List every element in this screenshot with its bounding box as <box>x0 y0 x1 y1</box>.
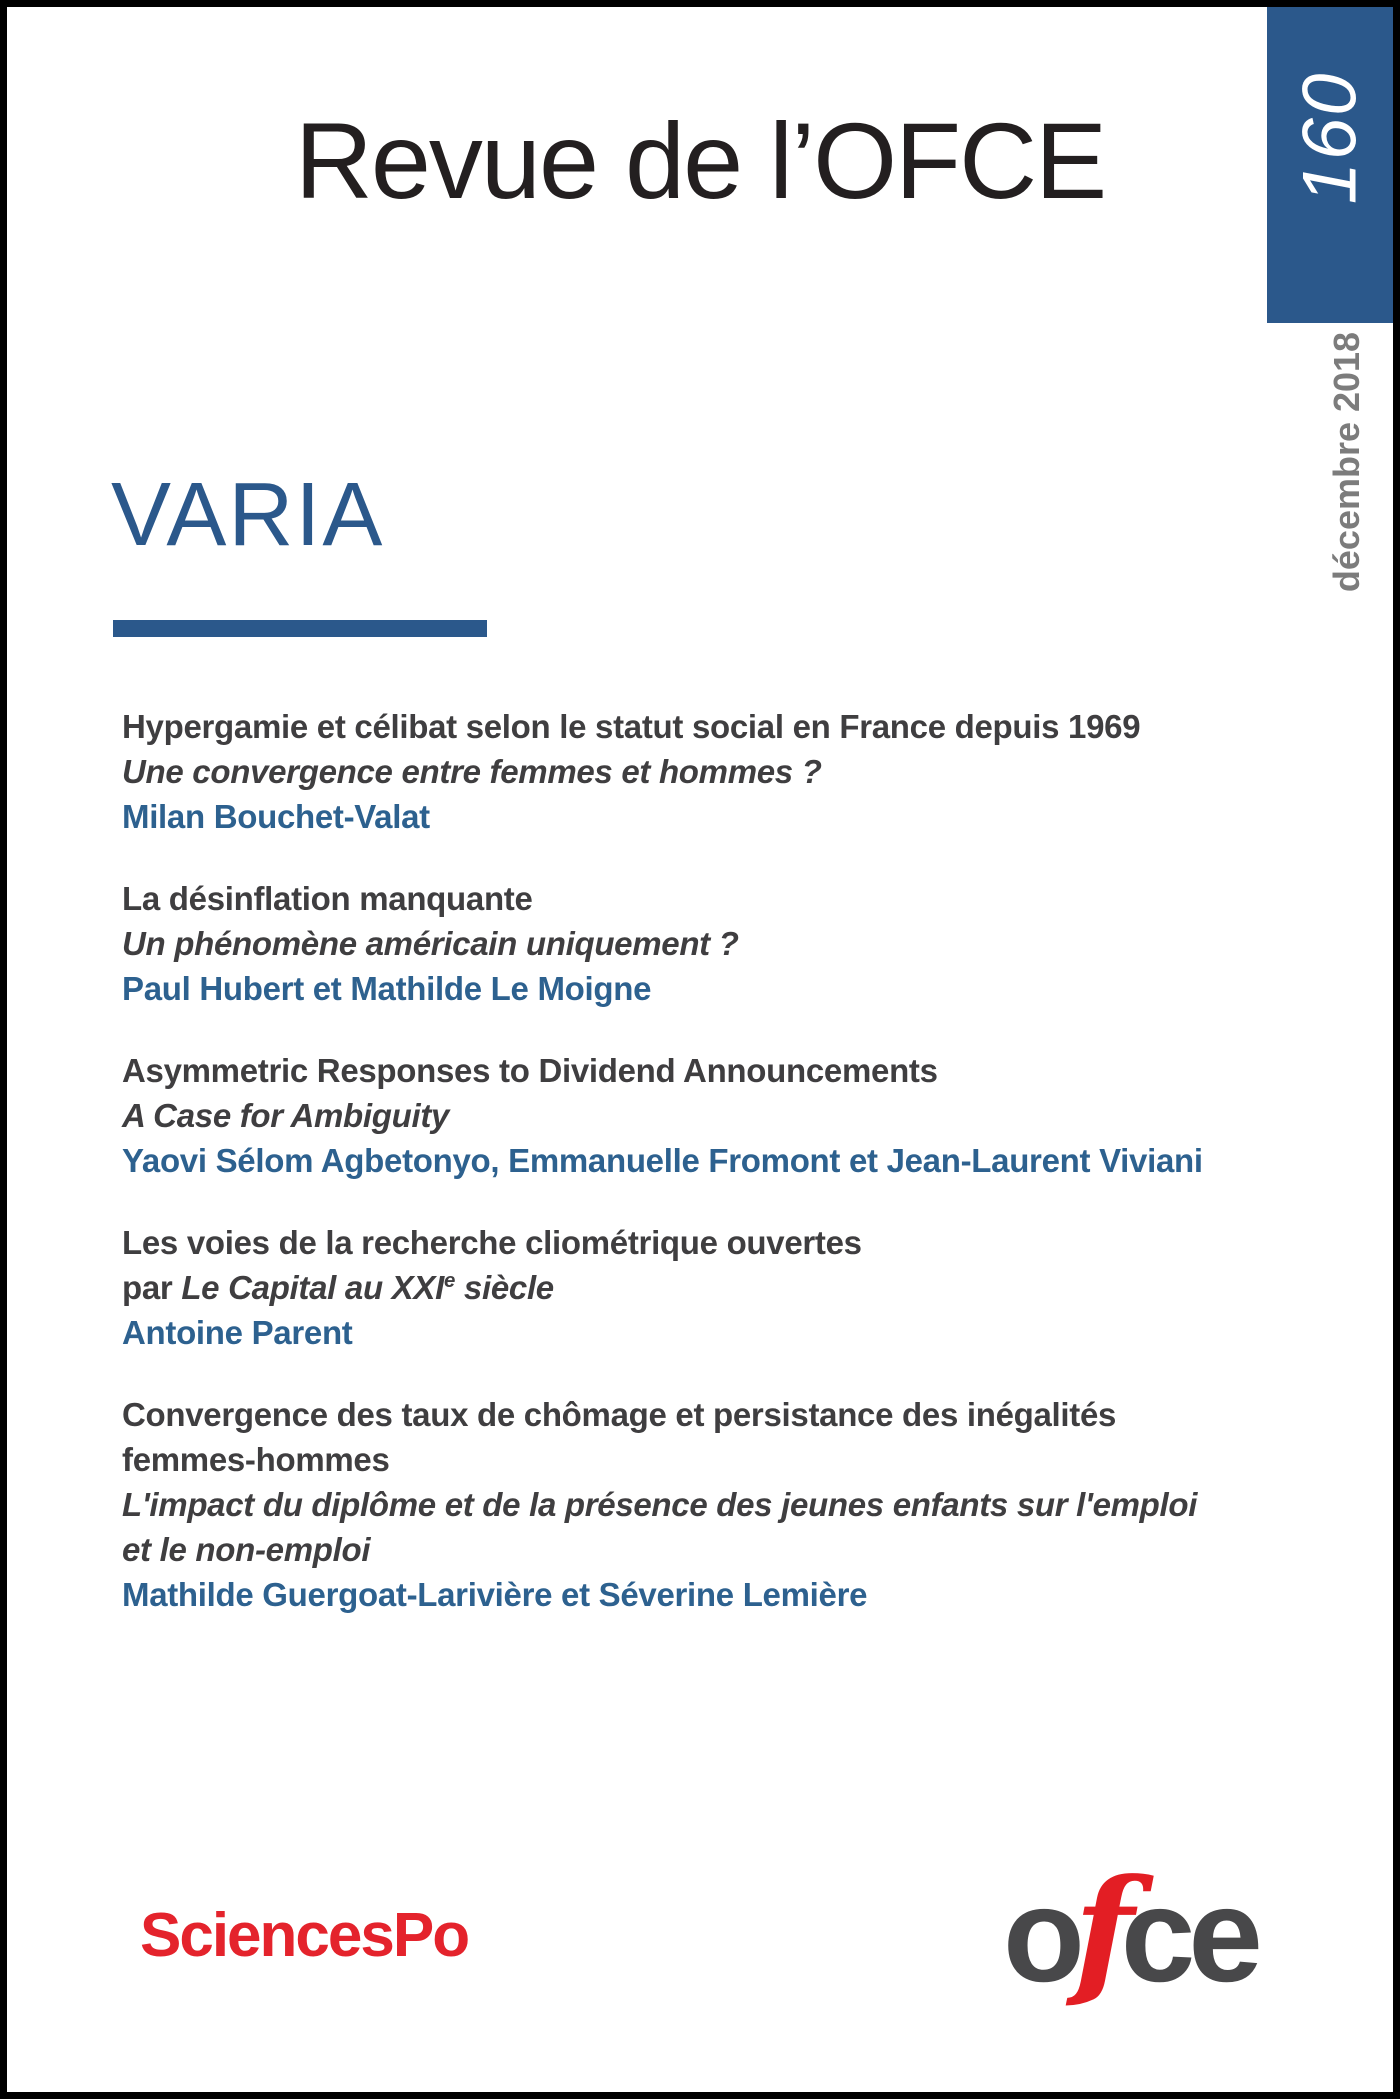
article-entry <box>122 1220 1272 1355</box>
article-subtitle: Une convergence entre femmes et hommes ? <box>122 753 822 790</box>
article-entry <box>122 1048 1272 1183</box>
journal-title: Revue de l’OFCE <box>294 100 1106 221</box>
issue-number: 160 <box>1287 71 1373 205</box>
article-authors: Milan Bouchet-Valat <box>122 798 430 835</box>
article-title: Hypergamie et célibat selon le statut social en France depuis 1969 <box>122 708 1141 745</box>
table-of-contents <box>122 704 1272 1654</box>
article-subtitle: A Case for Ambiguity <box>122 1097 450 1134</box>
article-title-line2 <box>122 1265 1272 1310</box>
article-title-italic: siècle <box>455 1269 554 1306</box>
article-authors: Yaovi Sélom Agbetonyo, Emmanuelle Fromont et Jean-Laurent Viviani <box>122 1142 1203 1179</box>
section-heading: VARIA <box>111 465 385 565</box>
article-title: La désinflation manquante <box>122 880 533 917</box>
article-authors: Paul Hubert et Mathilde Le Moigne <box>122 970 652 1007</box>
article-subtitle: L'impact du diplôme et de la présence des jeunes enfants sur l'emploi <box>122 1486 1198 1523</box>
ofce-logo-f: f <box>1073 1848 1127 2012</box>
sciencespo-logo: SciencesPo <box>140 1901 469 1970</box>
article-title: Asymmetric Responses to Dividend Announcements <box>122 1052 938 1089</box>
article-title-superscript: e <box>443 1269 456 1292</box>
article-title-line2: femmes-hommes <box>122 1441 390 1478</box>
article-subtitle: Un phénomène américain uniquement ? <box>122 925 739 962</box>
issue-date: décembre 2018 <box>1326 331 1367 593</box>
article-entry <box>122 1392 1272 1617</box>
article-authors: Antoine Parent <box>122 1314 353 1351</box>
article-authors: Mathilde Guergoat-Larivière et Séverine Lemière <box>122 1576 868 1613</box>
article-title-plain: par <box>122 1269 182 1306</box>
ofce-logo-o: o <box>1003 1861 1078 2010</box>
ofce-logo-ce: ce <box>1120 1861 1256 2010</box>
article-entry <box>122 876 1272 1011</box>
article-entry <box>122 704 1272 839</box>
section-rule <box>113 620 487 637</box>
article-title-italic: Le Capital au XXI <box>181 1269 444 1306</box>
article-title: Les voies de la recherche cliométrique ouvertes <box>122 1224 862 1261</box>
article-subtitle-line2: et le non-emploi <box>122 1531 371 1568</box>
ofce-logo <box>1003 1848 1256 2012</box>
article-title: Convergence des taux de chômage et persistance des inégalités <box>122 1396 1117 1433</box>
